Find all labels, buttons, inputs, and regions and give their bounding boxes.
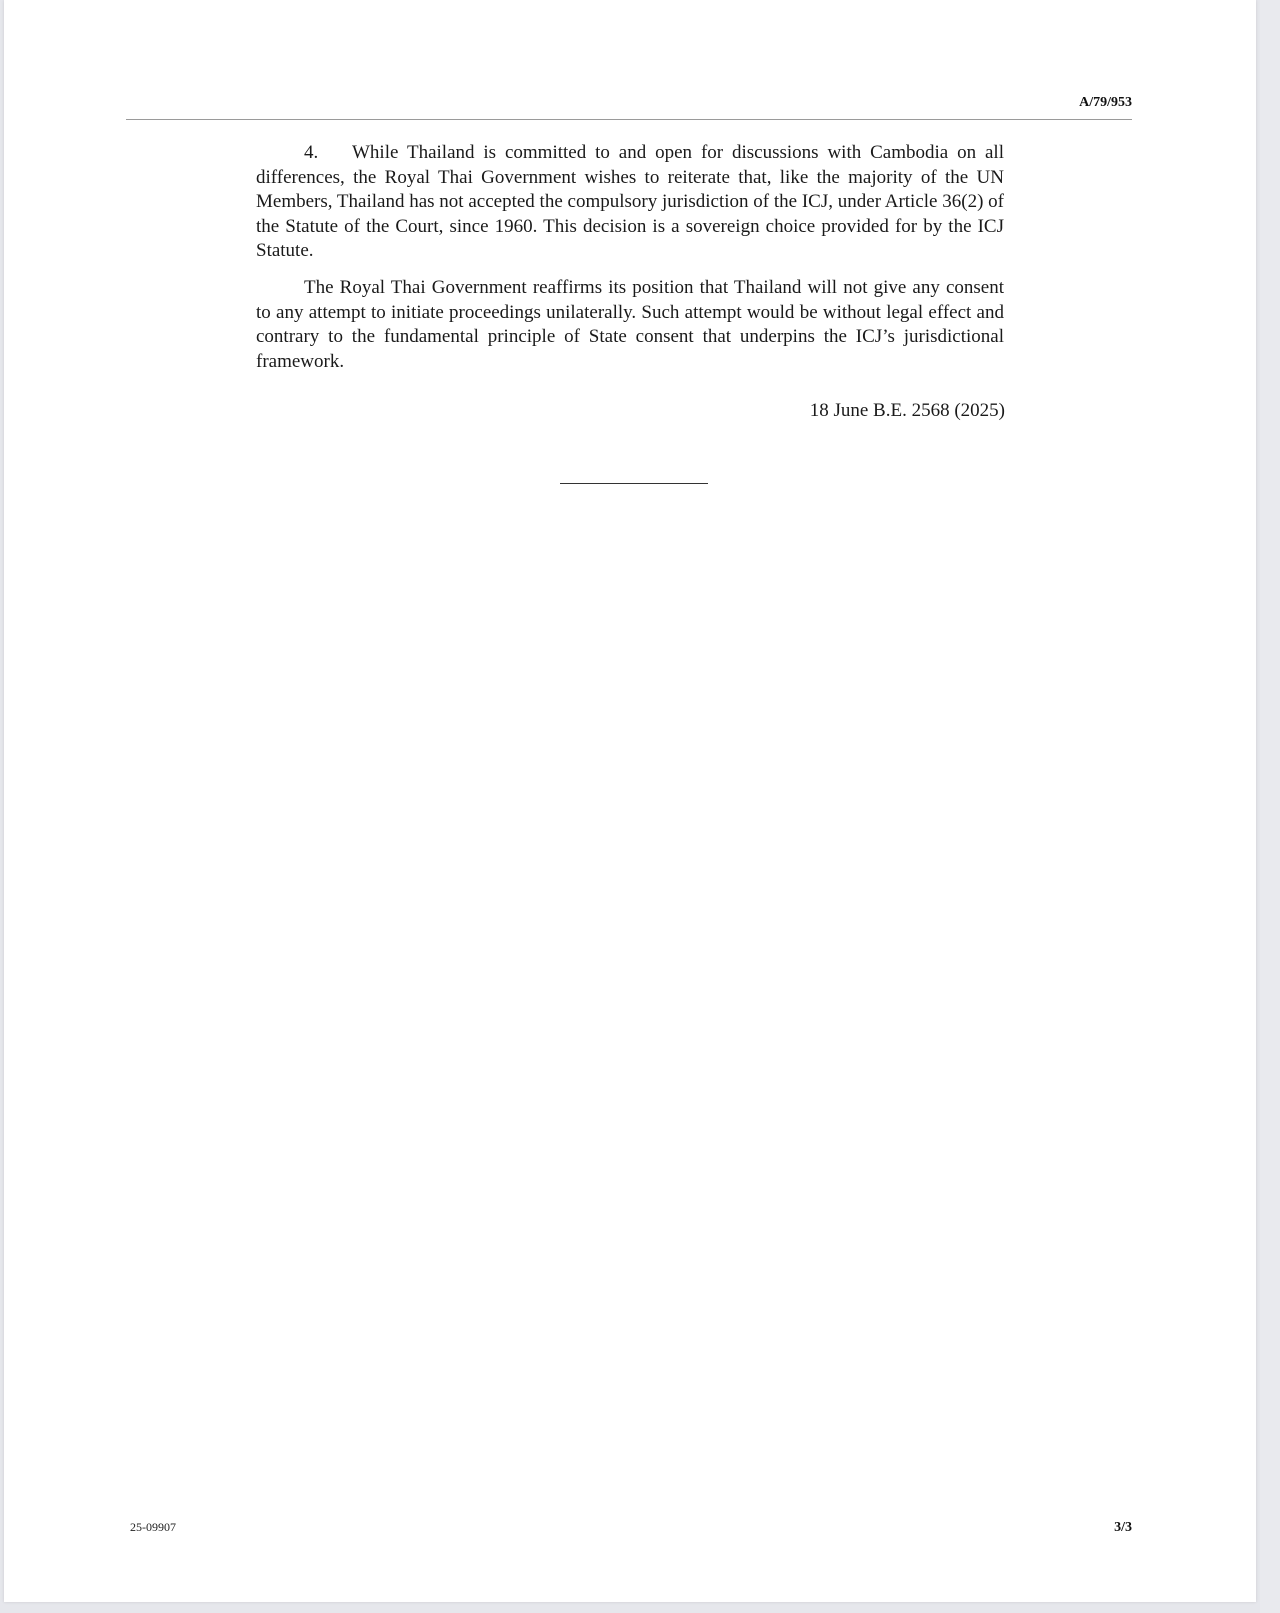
header-rule bbox=[126, 119, 1132, 120]
paragraph-4 bbox=[256, 141, 1004, 264]
document-date: 18 June B.E. 2568 (2025) bbox=[809, 400, 1005, 421]
page-number: 3/3 bbox=[1114, 1520, 1132, 1535]
document-body bbox=[256, 141, 1004, 386]
paragraph-4-text: While Thailand is committed to and open for discussions with Cambodia on all differences, the Royal Thai Government wishes to reiterate that, like the majority of the UN Members, Thailand has not accepted the compulsory jurisdiction of the ICJ, under Article 36(2) of the Statute of the Court, since 1960. This decision is a sovereign choice provided for by the ICJ Statute. bbox=[256, 142, 1004, 262]
document-symbol: A/79/953 bbox=[1079, 95, 1132, 110]
job-number: 25-09907 bbox=[130, 1520, 176, 1534]
paragraph-5: The Royal Thai Government reaffirms its position that Thailand will not give any consent to any attempt to initiate proceedings unilaterally. Such attempt would be without legal effect and contrary to the fundamental principle of State consent that underpins the ICJ’s jurisdictional framework. bbox=[256, 276, 1004, 372]
end-rule bbox=[560, 483, 708, 484]
paragraph-number: 4. bbox=[304, 142, 319, 163]
viewer-scroll-edge[interactable] bbox=[1260, 0, 1280, 1613]
document-page bbox=[4, 0, 1256, 1602]
